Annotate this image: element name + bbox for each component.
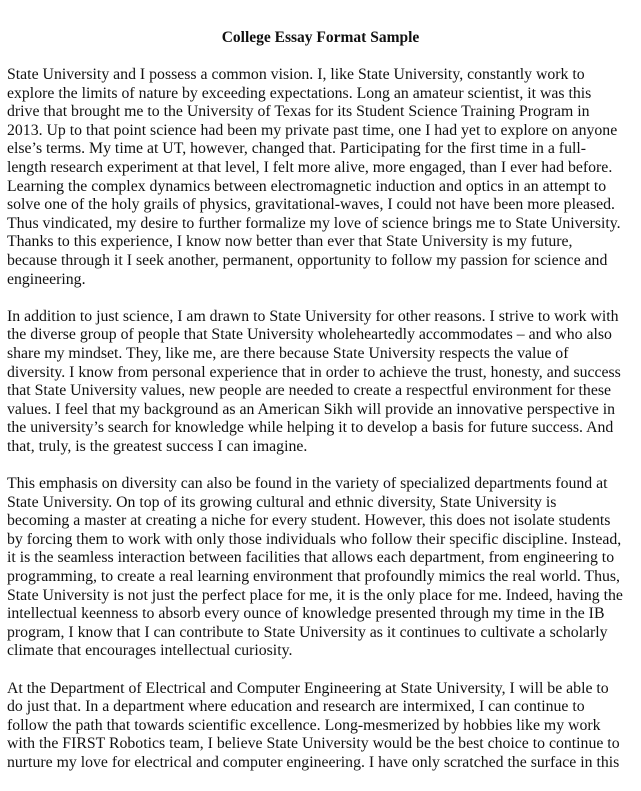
text-line: that State University values, new people are needed to create a respectful environment for these (7, 382, 611, 400)
text-line: State University and I possess a common vision. I, like State University, constantly work to (7, 66, 585, 83)
text-line: because through it I seek another, permanent, opportunity to follow my passion for science and (7, 251, 608, 269)
text-line: programming, to create a real learning environment that profoundly mimics the real world. Thus, (7, 568, 620, 586)
text-line: Thus vindicated, my desire to further formalize my love of science brings me to State University. (7, 214, 621, 232)
text-line: diversity. I know from personal experience that in order to achieve the trust, honesty, and success (7, 363, 621, 381)
text-line: length research experiment at that level, I felt more alive, more engaged, than I ever had before. (7, 158, 613, 176)
text-line: engineering. (7, 270, 86, 288)
essay-paragraph (7, 66, 623, 289)
document-title: College Essay Format Sample (221, 29, 420, 46)
text-line: explore the limits of nature by exceeding expectations. Long an amateur scientist, it was this (7, 84, 592, 102)
text-line: solve one of the holy grails of physics, gravitational-waves, I could not have been more pleased. (7, 196, 616, 214)
essay-paragraph (7, 680, 623, 773)
text-line: becoming a master at creating a niche for every student. However, this does not isolate students (7, 512, 611, 530)
text-line: Thanks to this experience, I know now better than ever that State University is my future, (7, 233, 573, 251)
text-line: At the Department of Electrical and Computer Engineering at State University, I will be able to (7, 679, 609, 697)
text-line: This emphasis on diversity can also be found in the variety of specialized departments found at (7, 475, 608, 493)
essay-paragraph (7, 475, 623, 661)
text-line: 2013. Up to that point science had been my private past time, one I had yet to explore on anyone (7, 121, 618, 139)
text-line: intellectual keenness to absorb every ounce of knowledge presented through my time in the IB (7, 605, 605, 623)
text-line: Learning the complex dynamics between electromagnetic induction and optics in an attempt to (7, 177, 607, 195)
text-line: the diverse group of people that State University wholeheartedly accommodates – and who also (7, 326, 612, 344)
text-line: by forcing them to work with only those individuals who follow their specific discipline. Instead, (7, 530, 622, 548)
essay-paragraph (7, 308, 623, 457)
text-line: the university’s search for knowledge while helping it to develop a basis for future success. And (7, 419, 614, 437)
text-line: share my mindset. They, like me, are there because State University respects the value of (7, 344, 569, 362)
text-line: climate that encourages intellectual curiosity. (7, 642, 293, 660)
text-line: else’s terms. My time at UT, however, changed that. Participating for the first time in a full- (7, 140, 587, 158)
text-line: that, truly, is the greatest success I can imagine. (7, 437, 308, 455)
text-line: State University is not just the perfect place for me, it is the only place for me. Indeed, having the (7, 586, 623, 604)
text-line: it is the seamless interaction between facilities that allows each department, from engineering to (7, 549, 615, 567)
essay-body (7, 66, 623, 791)
text-line: drive that brought me to the University of Texas for its Student Science Training Program in (7, 103, 590, 121)
text-line: nurture my love for electrical and computer engineering. I have only scratched the surface in this (7, 753, 620, 771)
text-line: State University. On top of its growing cultural and ethnic diversity, State University is (7, 493, 557, 511)
text-line: follow the path that towards scientific excellence. Long-mesmerized by hobbies like my work (7, 716, 601, 734)
text-line: values. I feel that my background as an American Sikh will provide an innovative perspective in (7, 400, 616, 418)
text-line: do just that. In a department where education and research are intermixed, I can continue to (7, 698, 585, 716)
text-line: In addition to just science, I am drawn to State University for other reasons. I strive to work with (7, 307, 619, 325)
text-line: with the FIRST Robotics team, I believe State University would be the best choice to continue to (7, 735, 620, 753)
text-line: program, I know that I can contribute to State University as it continues to cultivate a scholarly (7, 623, 608, 641)
